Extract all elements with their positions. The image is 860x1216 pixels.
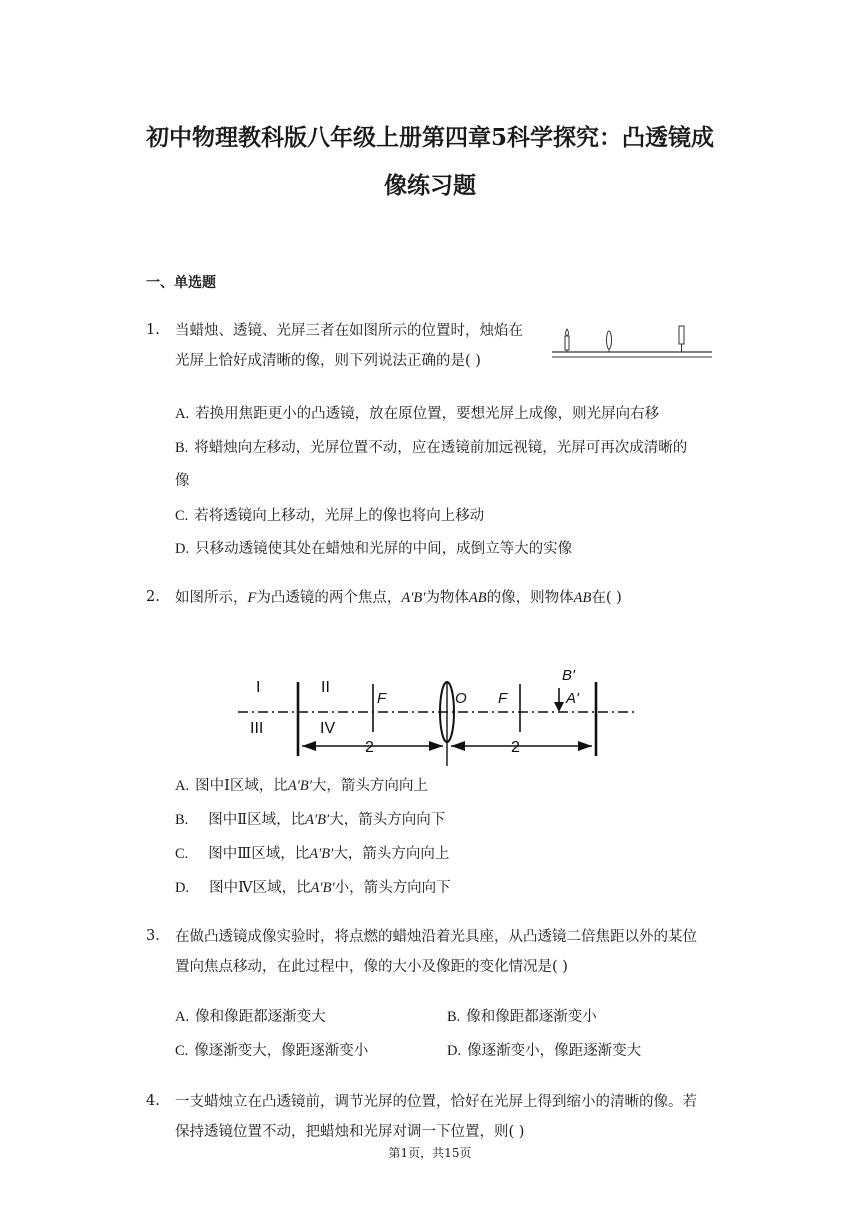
q2-option-c-pre: 图中Ⅲ区域，比 bbox=[208, 846, 310, 862]
title-line-2: 像练习题 bbox=[384, 172, 476, 199]
document-title bbox=[130, 114, 730, 210]
q3-option-a-text: 像和像距都逐渐变大 bbox=[195, 1009, 326, 1025]
q2-option-b[interactable] bbox=[175, 809, 445, 831]
q3-option-a-letter: A. bbox=[175, 1009, 190, 1025]
q2-option-b-letter: B. bbox=[175, 812, 189, 828]
title-line-1: 初中物理教科版八年级上册第四章5科学探究：凸透镜成 bbox=[145, 124, 714, 151]
q2-symbol-f: F bbox=[247, 590, 257, 606]
q1-option-c-text: 若将透镜向上移动，光屏上的像也将向上移动 bbox=[194, 508, 485, 524]
q2-symbol-ab-2: AB bbox=[573, 590, 592, 606]
image-a-label: A' bbox=[566, 690, 579, 707]
question-1-number: 1. bbox=[146, 322, 160, 338]
q2-text-5: 在( ) bbox=[591, 590, 622, 606]
question-4-line-1: 一支蜡烛立在凸透镜前，调节光屏的位置，恰好在光屏上得到缩小的清晰的像。若 bbox=[175, 1094, 697, 1110]
q1-option-b-letter: B. bbox=[175, 440, 189, 456]
region-3-label: III bbox=[250, 720, 264, 737]
q1-option-a-text: 若换用焦距更小的凸透镜，放在原位置，要想光屏上成像，则光屏向右移 bbox=[195, 406, 660, 422]
q3-option-b-letter: B. bbox=[447, 1009, 461, 1025]
q3-option-c-text: 像逐渐变大，像距逐渐变小 bbox=[194, 1043, 369, 1059]
q1-option-a-letter: A. bbox=[175, 406, 190, 422]
q2-option-c[interactable] bbox=[175, 843, 449, 865]
q2-option-d[interactable] bbox=[175, 877, 451, 899]
question-3-text bbox=[175, 922, 720, 982]
q1-option-b-text-cont: 像 bbox=[175, 473, 190, 489]
question-4-text bbox=[175, 1087, 720, 1147]
question-1-line-1: 当蜡烛、透镜、光屏三者在如图所示的位置时，烛焰在 bbox=[175, 323, 523, 339]
q3-option-c-letter: C. bbox=[175, 1043, 189, 1059]
left-focus-label: F bbox=[377, 690, 387, 707]
question-2-lens-diagram bbox=[236, 660, 636, 770]
region-2-label: II bbox=[321, 679, 330, 696]
q1-option-c-letter: C. bbox=[175, 508, 189, 524]
question-2-text bbox=[175, 583, 720, 613]
q3-option-b-text: 像和像距都逐渐变小 bbox=[466, 1009, 597, 1025]
q1-option-d-letter: D. bbox=[175, 541, 190, 557]
q2-option-a[interactable] bbox=[175, 775, 428, 797]
q2-option-a-symbol: A′B′ bbox=[287, 778, 312, 794]
question-4-number: 4. bbox=[146, 1093, 160, 1109]
q1-option-b[interactable] bbox=[175, 437, 687, 459]
q3-option-d-text: 像逐渐变小，像距逐渐变大 bbox=[467, 1043, 642, 1059]
region-4-label: IV bbox=[320, 720, 336, 737]
q2-text-4: 的像，则物体 bbox=[486, 590, 574, 606]
question-2-number: 2. bbox=[146, 589, 160, 605]
q1-option-c[interactable] bbox=[175, 505, 484, 527]
q2-option-d-symbol: A′B′ bbox=[310, 880, 335, 896]
right-distance-label: 2 bbox=[511, 739, 520, 756]
q3-option-d-letter: D. bbox=[447, 1043, 462, 1059]
q1-option-d-text: 只移动透镜使其处在蜡烛和光屏的中间，成倒立等大的实像 bbox=[195, 541, 573, 557]
q1-option-d[interactable] bbox=[175, 538, 572, 560]
q2-text-3: 为物体 bbox=[425, 590, 469, 606]
optical-center-label: O bbox=[455, 690, 467, 707]
right-focus-label: F bbox=[498, 690, 508, 707]
left-distance-label: 2 bbox=[365, 739, 374, 756]
q2-option-c-symbol: A′B′ bbox=[309, 846, 334, 862]
region-1-label: I bbox=[256, 679, 261, 696]
q2-option-a-pre: 图中Ⅰ区域，比 bbox=[195, 778, 288, 794]
q3-option-a[interactable] bbox=[175, 1006, 326, 1028]
question-3-line-1: 在做凸透镜成像实验时，将点燃的蜡烛沿着光具座，从凸透镜二倍焦距以外的某位 bbox=[175, 929, 697, 945]
image-b-label: B' bbox=[562, 667, 575, 684]
q1-option-b-continuation bbox=[175, 470, 190, 492]
q2-symbol-image: A′B′ bbox=[401, 590, 426, 606]
question-1-text bbox=[175, 316, 555, 376]
q2-text-1: 如图所示， bbox=[175, 590, 248, 606]
q2-option-c-letter: C. bbox=[175, 846, 189, 862]
question-3-number: 3. bbox=[146, 928, 160, 944]
question-4-line-2: 保持透镜位置不动，把蜡烛和光屏对调一下位置，则( ) bbox=[175, 1124, 525, 1140]
q2-option-d-post: 小，箭头方向向下 bbox=[334, 880, 451, 896]
q1-option-b-text: 将蜡烛向左移动，光屏位置不动，应在透镜前加远视镜，光屏可再次成清晰的 bbox=[194, 440, 688, 456]
q2-option-d-letter: D. bbox=[175, 880, 190, 896]
q2-text-2: 为凸透镜的两个焦点， bbox=[256, 590, 402, 606]
question-1-line-2: 光屏上恰好成清晰的像，则下列说法正确的是( ) bbox=[175, 353, 481, 369]
q2-option-b-pre: 图中Ⅱ区域，比 bbox=[208, 812, 306, 828]
q3-option-d[interactable] bbox=[447, 1040, 641, 1062]
question-1-figure bbox=[550, 322, 715, 364]
question-3-line-2: 置向焦点移动，在此过程中，像的大小及像距的变化情况是( ) bbox=[175, 959, 568, 975]
q2-symbol-ab: AB bbox=[468, 590, 487, 606]
q3-option-b[interactable] bbox=[447, 1006, 597, 1028]
q2-option-a-post: 大，箭头方向向上 bbox=[311, 778, 428, 794]
q2-option-b-post: 大，箭头方向向下 bbox=[329, 812, 446, 828]
q2-option-c-post: 大，箭头方向向上 bbox=[333, 846, 450, 862]
q2-option-b-symbol: A′B′ bbox=[305, 812, 330, 828]
q2-option-d-pre: 图中Ⅳ区域，比 bbox=[209, 880, 311, 896]
page-footer: 第1页，共15页 bbox=[388, 1146, 472, 1160]
q1-option-a[interactable] bbox=[175, 403, 659, 425]
q3-option-c[interactable] bbox=[175, 1040, 368, 1062]
q2-option-a-letter: A. bbox=[175, 778, 190, 794]
section-heading: 一、单选题 bbox=[146, 275, 216, 291]
